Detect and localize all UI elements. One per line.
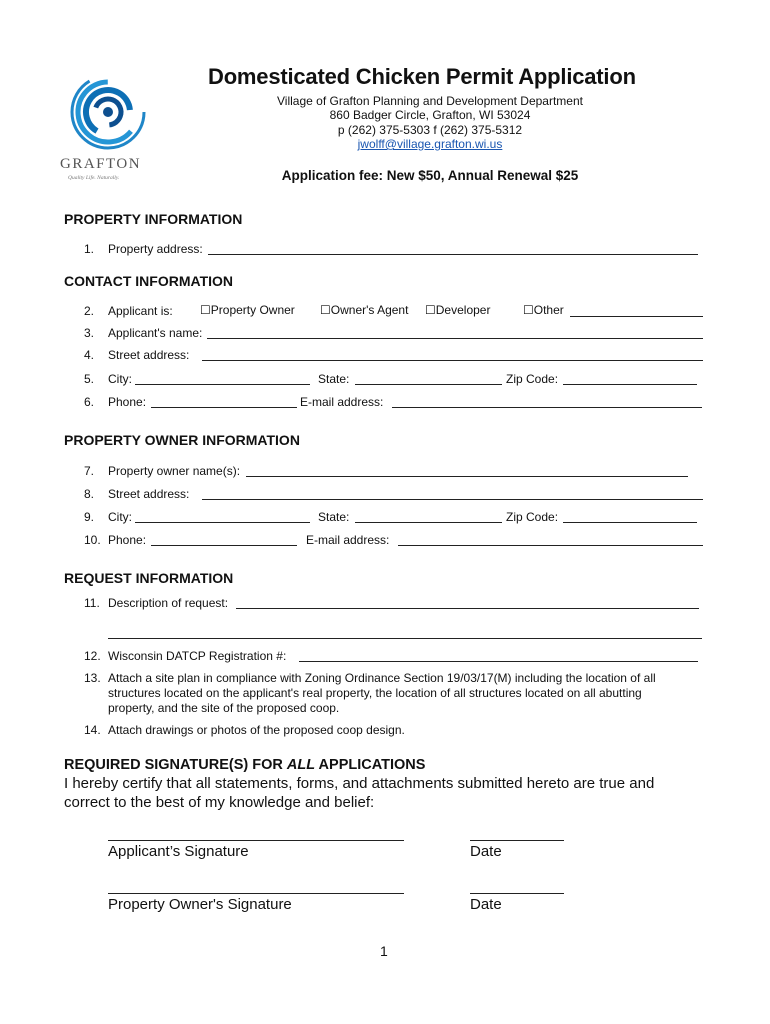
site-plan-line-3: property, and the site of the proposed coop.	[108, 701, 340, 715]
zip-label: Zip Code:	[506, 372, 559, 386]
owner-street-field[interactable]	[202, 499, 703, 500]
certification-line-2: correct to the best of my knowledge and belief:	[64, 794, 375, 811]
item-number: 2.	[84, 304, 95, 318]
phone-field[interactable]	[151, 407, 297, 408]
city-label: City:	[108, 372, 132, 386]
page-title: Domesticated Chicken Permit Application	[208, 64, 636, 89]
item-number: 10.	[84, 533, 101, 547]
logo-name: GRAFTON	[60, 156, 142, 172]
item-number: 4.	[84, 348, 95, 362]
datcp-field[interactable]	[299, 661, 698, 662]
section-contact-information: CONTACT INFORMATION	[64, 273, 234, 289]
property-address-field[interactable]	[208, 254, 698, 255]
owner-name-label: Property owner name(s):	[108, 464, 241, 478]
owner-name-field[interactable]	[246, 476, 688, 477]
item-number: 3.	[84, 326, 95, 340]
applicant-name-label: Applicant's name:	[108, 326, 203, 340]
site-plan-line-1: Attach a site plan in compliance with Zoning Ordinance Section 19/03/17(M) including the location of all	[108, 671, 656, 685]
application-fee: Application fee: New $50, Annual Renewal $25	[281, 168, 579, 183]
property-address-label: Property address:	[108, 242, 203, 256]
grafton-logo	[58, 70, 158, 185]
applicant-signature-field[interactable]	[108, 840, 404, 841]
owner-city-label: City:	[108, 510, 132, 524]
office-address: 860 Badger Circle, Grafton, WI 53024	[329, 108, 531, 122]
item-number: 11.	[84, 596, 100, 610]
item-number: 6.	[84, 395, 95, 409]
street-address-field[interactable]	[202, 360, 703, 361]
checkbox-icon: ☐	[523, 303, 534, 317]
item-number: 9.	[84, 510, 95, 524]
checkbox-icon: ☐	[320, 303, 331, 317]
item-number: 7.	[84, 464, 95, 478]
owner-zip-label: Zip Code:	[506, 510, 559, 524]
request-description-field-2[interactable]	[108, 638, 702, 639]
section-required-signatures: REQUIRED SIGNATURE(S) FOR ALL APPLICATIONS	[64, 757, 426, 773]
owner-date-label: Date	[470, 896, 502, 913]
owner-email-field[interactable]	[398, 545, 703, 546]
item-number: 14.	[84, 723, 101, 737]
logo-tagline: Quality Life. Naturally.	[68, 175, 120, 181]
swirl-icon	[66, 70, 151, 154]
applicant-date-label: Date	[470, 843, 502, 860]
phone-label: Phone:	[108, 395, 147, 409]
page-number: 1	[380, 943, 388, 959]
checkbox-icon: ☐	[425, 303, 436, 317]
zip-field[interactable]	[563, 384, 697, 385]
applicant-is-label: Applicant is:	[108, 304, 173, 318]
applicant-name-field[interactable]	[207, 338, 703, 339]
certification-line-1: I hereby certify that all statements, forms, and attachments submitted hereto are true and	[64, 775, 655, 792]
street-address-label: Street address:	[108, 348, 190, 362]
owner-phone-label: Phone:	[108, 533, 147, 547]
contact-email-wrap	[210, 137, 650, 151]
section-request-information: REQUEST INFORMATION	[64, 570, 234, 586]
state-label: State:	[318, 372, 350, 386]
checkbox-icon: ☐	[200, 303, 211, 317]
item-number: 13.	[84, 671, 101, 685]
owner-state-label: State:	[318, 510, 350, 524]
city-field[interactable]	[135, 384, 310, 385]
other-specify-field[interactable]	[570, 316, 703, 317]
email-field[interactable]	[392, 407, 702, 408]
request-description-label: Description of request:	[108, 596, 229, 610]
option-property-owner[interactable]: ☐Property Owner	[200, 303, 295, 317]
item-number: 1.	[84, 242, 95, 256]
applicant-signature-label: Applicant’s Signature	[108, 843, 249, 860]
owner-date-field[interactable]	[470, 893, 564, 894]
email-label: E-mail address:	[300, 395, 384, 409]
owner-city-field[interactable]	[135, 522, 310, 523]
state-field[interactable]	[355, 384, 502, 385]
request-description-field[interactable]	[236, 608, 699, 609]
option-other[interactable]: ☐Other	[523, 303, 564, 317]
owner-street-label: Street address:	[108, 487, 190, 501]
section-property-information: PROPERTY INFORMATION	[64, 211, 243, 227]
owner-phone-field[interactable]	[151, 545, 297, 546]
site-plan-line-2: structures located on the applicant's real property, the location of all structures located on all abutting	[108, 686, 642, 700]
department: Village of Grafton Planning and Development Department	[277, 94, 583, 108]
item-number: 12.	[84, 649, 101, 663]
item-number: 8.	[84, 487, 95, 501]
owner-state-field[interactable]	[355, 522, 502, 523]
owner-signature-label: Property Owner's Signature	[108, 896, 292, 913]
phone-fax: p (262) 375-5303 f (262) 375-5312	[337, 123, 523, 137]
owner-email-label: E-mail address:	[306, 533, 390, 547]
option-owners-agent[interactable]: ☐Owner's Agent	[320, 303, 409, 317]
owner-signature-field[interactable]	[108, 893, 404, 894]
datcp-label: Wisconsin DATCP Registration #:	[108, 649, 287, 663]
applicant-date-field[interactable]	[470, 840, 564, 841]
owner-zip-field[interactable]	[563, 522, 697, 523]
drawings-instruction: Attach drawings or photos of the proposed coop design.	[108, 723, 405, 737]
item-number: 5.	[84, 372, 95, 386]
option-developer[interactable]: ☐Developer	[425, 303, 491, 317]
section-property-owner-information: PROPERTY OWNER INFORMATION	[64, 432, 300, 448]
contact-email-link[interactable]: jwolff@village.grafton.wi.us	[357, 137, 503, 151]
